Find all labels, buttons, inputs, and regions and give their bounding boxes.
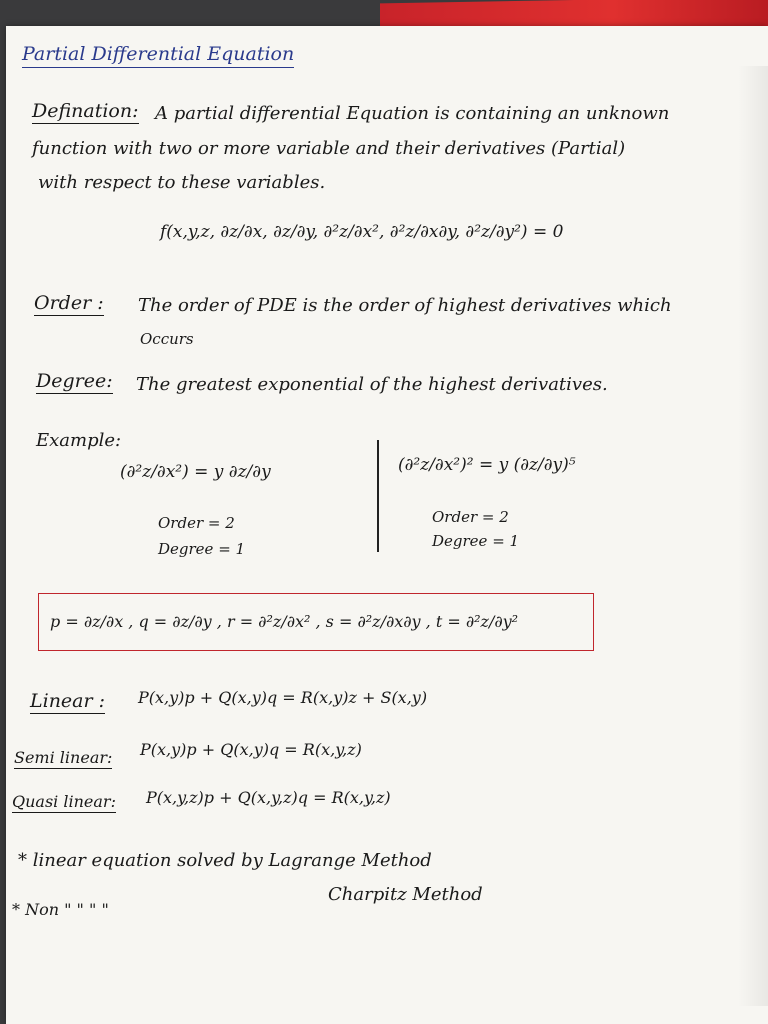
note-charpitz: Charpitz Method [328,884,483,905]
note-lagrange: * linear equation solved by Lagrange Method [18,850,432,871]
definition-line-2: function with two or more variable and their derivatives (Partial) [32,138,626,159]
definition-label: Defination: [32,100,139,122]
note-nonlinear-prefix: * Non " " " " [12,900,109,919]
degree-label: Degree: [36,370,113,392]
semi-linear-label: Semi linear: [14,748,113,767]
example-right-degree: Degree = 1 [432,532,520,550]
linear-equation: P(x,y)p + Q(x,y)q = R(x,y)z + S(x,y) [138,688,428,707]
example-label: Example: [36,430,122,451]
quasi-linear-equation: P(x,y,z)p + Q(x,y,z)q = R(x,y,z) [146,788,391,807]
pde-general-form: f(x,y,z, ∂z/∂x, ∂z/∂y, ∂²z/∂x², ∂²z/∂x∂y, ∂²z/∂y²) = 0 [160,222,564,242]
notation-definitions: p = ∂z/∂x , q = ∂z/∂y , r = ∂²z/∂x² , s = ∂²z/∂x∂y , t = ∂²z/∂y² [50,612,519,631]
definition-line-3: with respect to these variables. [38,172,326,193]
order-label: Order : [34,292,104,314]
page-title: Partial Differential Equation [22,43,294,68]
definition-line-1: A partial differential Equation is containing an unknown [155,103,670,124]
example-right-order: Order = 2 [432,508,509,526]
example-left-degree: Degree = 1 [158,540,246,558]
linear-label: Linear : [30,690,106,712]
example-left-order: Order = 2 [158,514,235,532]
quasi-linear-label: Quasi linear: [12,792,116,811]
order-line-2: Occurs [140,330,194,348]
degree-text: The greatest exponential of the highest derivatives. [136,374,608,395]
example-divider [377,440,379,552]
semi-linear-equation: P(x,y)p + Q(x,y)q = R(x,y,z) [140,740,362,759]
example-left-equation: (∂²z/∂x²) = y ∂z/∂y [120,462,271,482]
example-right-equation: (∂²z/∂x²)² = y (∂z/∂y)⁵ [398,455,576,475]
order-line-1: The order of PDE is the order of highest derivatives which [138,295,672,316]
